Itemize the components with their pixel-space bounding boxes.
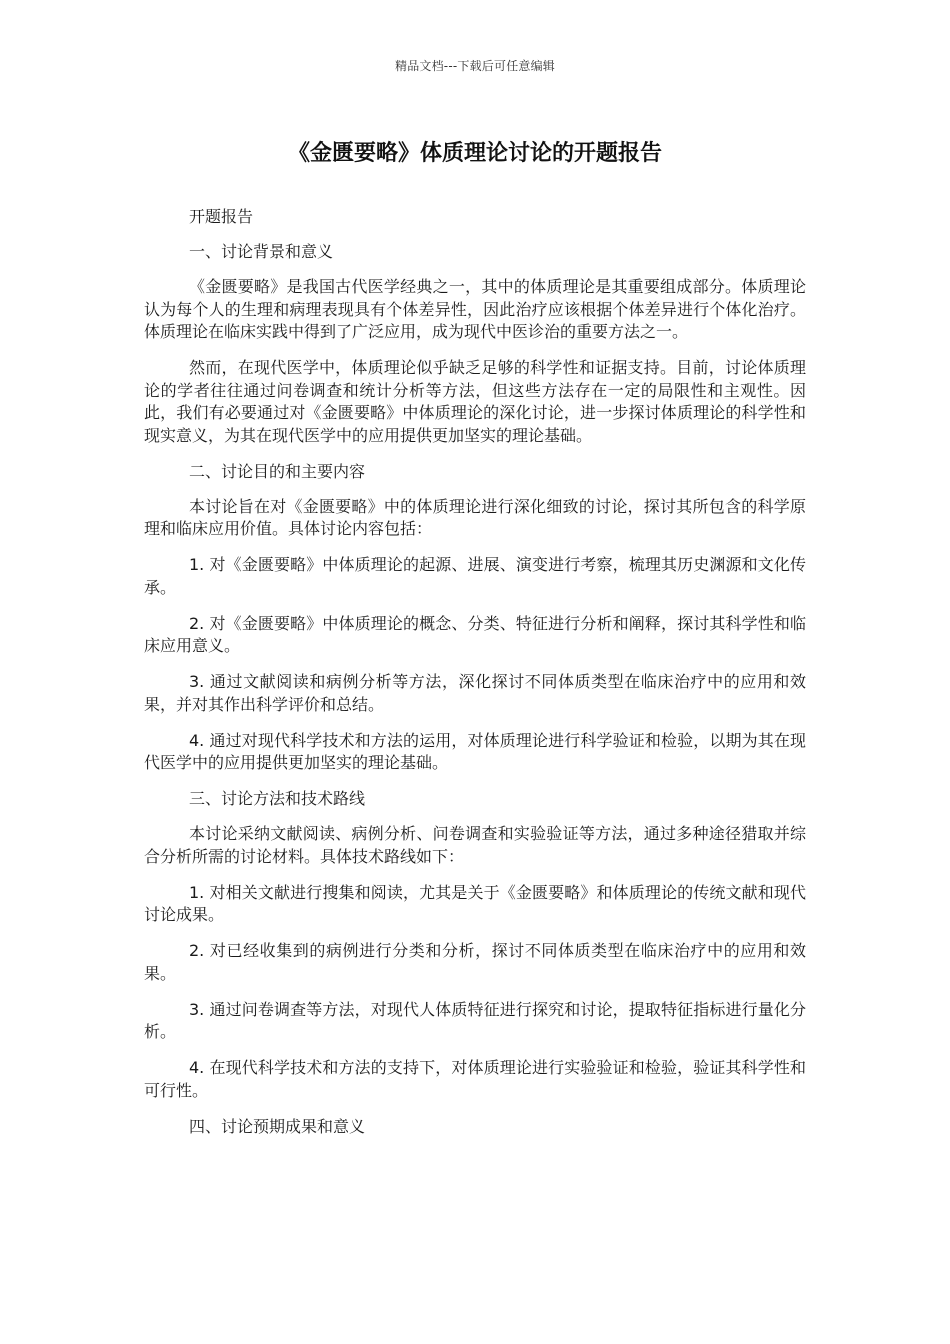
document-body — [144, 206, 806, 1151]
body-paragraph: 然而，在现代医学中，体质理论似乎缺乏足够的科学性和证据支持。目前，讨论体质理论的学者往往通过问卷调查和统计分析等方法，但这些方法存在一定的局限性和主观性。因此，我们有必要通过对《金匮要略》中体质理论的深化讨论，进一步探讨体质理论的科学性和现实意义，为其在现代医学中的应用提供更加坚实的理论基础。 — [144, 358, 806, 445]
document-title: 《金匮要略》体质理论讨论的开题报告 — [287, 141, 662, 166]
list-item: 4. 通过对现代科学技术和方法的运用，对体质理论进行科学验证和检验，以期为其在现代医学中的应用提供更加坚实的理论基础。 — [144, 730, 806, 772]
list-item: 1. 对《金匮要略》中体质理论的起源、进展、演变进行考察，梳理其历史渊源和文化传承。 — [144, 555, 806, 597]
body-paragraph: 本讨论旨在对《金匮要略》中的体质理论进行深化细致的讨论，探讨其所包含的科学原理和临床应用价值。具体讨论内容包括： — [144, 496, 806, 538]
section-heading-methods: 三、讨论方法和技术路线 — [189, 789, 366, 808]
section-heading-background: 一、讨论背景和意义 — [189, 242, 334, 261]
list-item: 3. 通过问卷调查等方法，对现代人体质特征进行探究和讨论，提取特征指标进行量化分析。 — [144, 999, 806, 1041]
section-label-report: 开题报告 — [189, 207, 254, 226]
list-item: 3. 通过文献阅读和病例分析等方法，深化探讨不同体质类型在临床治疗中的应用和效果，并对其作出科学评价和总结。 — [144, 672, 806, 714]
list-item: 2. 对《金匮要略》中体质理论的概念、分类、特征进行分析和阐释，探讨其科学性和临床应用意义。 — [144, 613, 806, 655]
body-paragraph: 本讨论采纳文献阅读、病例分析、问卷调查和实验验证等方法，通过多种途径猎取并综合分析所需的讨论材料。具体技术路线如下： — [144, 824, 806, 866]
body-paragraph: 《金匮要略》是我国古代医学经典之一，其中的体质理论是其重要组成部分。体质理论认为每个人的生理和病理表现具有个体差异性，因此治疗应该根据个体差异进行个体化治疗。体质理论在临床实践中得到了广泛应用，成为现代中医诊治的重要方法之一。 — [144, 277, 806, 341]
list-item: 4. 在现代科学技术和方法的支持下，对体质理论进行实验验证和检验，验证其科学性和可行性。 — [144, 1058, 806, 1100]
header-note: 精品文档---下载后可任意编辑 — [395, 59, 555, 73]
list-item: 2. 对已经收集到的病例进行分类和分析，探讨不同体质类型在临床治疗中的应用和效果。 — [144, 941, 806, 983]
section-heading-objectives: 二、讨论目的和主要内容 — [189, 461, 366, 481]
list-item: 1. 对相关文献进行搜集和阅读，尤其是关于《金匮要略》和体质理论的传统文献和现代讨论成果。 — [144, 882, 806, 924]
section-heading-outcomes: 四、讨论预期成果和意义 — [189, 1116, 366, 1136]
